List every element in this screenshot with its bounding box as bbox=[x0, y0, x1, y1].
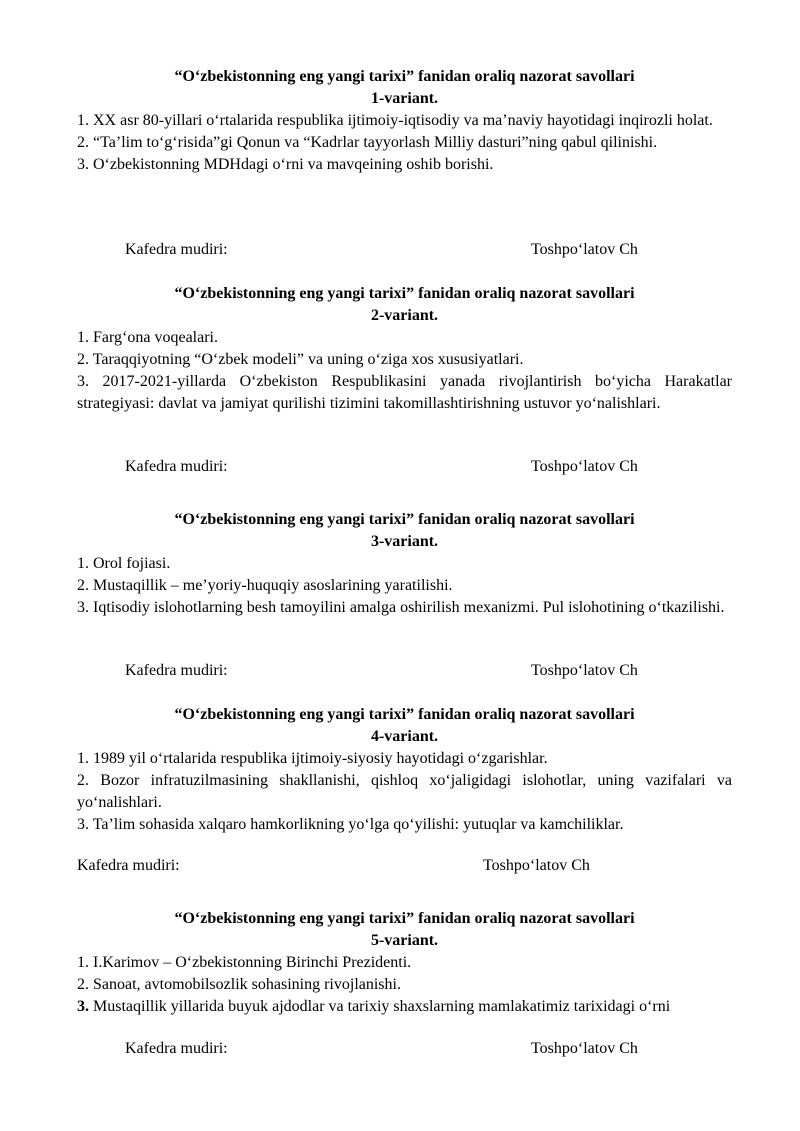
question-3-number: 3. bbox=[77, 998, 89, 1015]
signature-line-1 bbox=[77, 239, 732, 261]
signature-line-5 bbox=[77, 1038, 732, 1060]
variant-title: “O‘zbekistonning eng yangi tarixi” fanidan oraliq nazorat savollari bbox=[174, 285, 635, 302]
signature-role: Kafedra mudiri: bbox=[125, 662, 228, 679]
variant-label: 5-variant. bbox=[370, 932, 439, 949]
variant-label: 1-variant. bbox=[370, 90, 439, 107]
question-1: 1. Orol fojiasi. bbox=[77, 555, 171, 572]
variant-title: “O‘zbekistonning eng yangi tarixi” fanidan oraliq nazorat savollari bbox=[174, 910, 635, 927]
signature-line-4 bbox=[77, 855, 732, 877]
question-1: 1. XX asr 80-yillari o‘rtalarida respublika ijtimoiy-iqtisodiy va ma’naviy hayotidagi inqirozli holat. bbox=[77, 112, 713, 129]
question-2: 2. Taraqqiyotning “O‘zbek modeli” va uning o‘ziga xos xususiyatlari. bbox=[77, 351, 524, 368]
variant-block-3 bbox=[77, 509, 732, 619]
signature-name: Toshpo‘latov Ch bbox=[531, 458, 638, 475]
question-2: 2. Mustaqillik – me’yoriy-huquqiy asoslarining yaratilishi. bbox=[77, 577, 453, 594]
signature-name: Toshpo‘latov Ch bbox=[531, 662, 638, 679]
variant-block-5 bbox=[77, 908, 732, 1018]
question-3: 3. Ta’lim sohasida xalqaro hamkorlikning yo‘lga qo‘yilishi: yutuqlar va kamchiliklar. bbox=[77, 816, 624, 833]
signature-line-3 bbox=[77, 660, 732, 682]
question-3 bbox=[77, 996, 732, 1018]
signature-role: Kafedra mudiri: bbox=[77, 857, 180, 874]
variant-label: 3-variant. bbox=[370, 533, 439, 550]
signature-name: Toshpo‘latov Ch bbox=[531, 241, 638, 258]
question-3: 3. O‘zbekistonning MDHdagi o‘rni va mavqeining oshib borishi. bbox=[77, 156, 494, 173]
question-2: 2. Bozor infratuzilmasining shakllanishi, qishloq xo‘jaligidagi islohotlar, uning vazifalari va yo‘nalishlari. bbox=[77, 772, 732, 811]
question-1: 1. 1989 yil o‘rtalarida respublika ijtimoiy-siyosiy hayotidagi o‘zgarishlar. bbox=[77, 750, 548, 767]
question-2: 2. “Ta’lim to‘g‘risida”gi Qonun va “Kadrlar tayyorlash Milliy dasturi”ning qabul qilinishi. bbox=[77, 134, 658, 151]
variant-title: “O‘zbekistonning eng yangi tarixi” fanidan oraliq nazorat savollari bbox=[174, 511, 635, 528]
variant-block-4 bbox=[77, 704, 732, 836]
question-2: 2. Sanoat, avtomobilsozlik sohasining rivojlanishi. bbox=[77, 976, 401, 993]
variant-block-1 bbox=[77, 66, 732, 176]
signature-role: Kafedra mudiri: bbox=[125, 241, 228, 258]
variant-title: “O‘zbekistonning eng yangi tarixi” fanidan oraliq nazorat savollari bbox=[174, 68, 635, 85]
question-3-text: Mustaqillik yillarida buyuk ajdodlar va tarixiy shaxslarning mamlakatimiz tarixidagi o‘rni bbox=[89, 998, 671, 1015]
question-1: 1. I.Karimov – O‘zbekistonning Birinchi Prezidenti. bbox=[77, 954, 412, 971]
variant-title: “O‘zbekistonning eng yangi tarixi” fanidan oraliq nazorat savollari bbox=[174, 706, 635, 723]
signature-name: Toshpo‘latov Ch bbox=[483, 857, 590, 874]
signature-line-2 bbox=[77, 456, 732, 478]
question-3: 3. Iqtisodiy islohotlarning besh tamoyilini amalga oshirilish mexanizmi. Pul islohotining o‘tkazilishi. bbox=[77, 599, 725, 616]
variant-block-2 bbox=[77, 283, 732, 415]
question-3: 3. 2017-2021-yillarda O‘zbekiston Respublikasini yanada rivojlantirish bo‘yicha Harakatlar strategiyasi: davlat va jamiyat qurilishi tizimini takomillashtirishning ustuvor yo‘nalishlari. bbox=[77, 373, 732, 412]
signature-role: Kafedra mudiri: bbox=[125, 1040, 228, 1057]
signature-name: Toshpo‘latov Ch bbox=[531, 1040, 638, 1057]
signature-role: Kafedra mudiri: bbox=[125, 458, 228, 475]
variant-label: 2-variant. bbox=[370, 307, 439, 324]
question-1: 1. Farg‘ona voqealari. bbox=[77, 329, 218, 346]
variant-label: 4-variant. bbox=[370, 728, 439, 745]
